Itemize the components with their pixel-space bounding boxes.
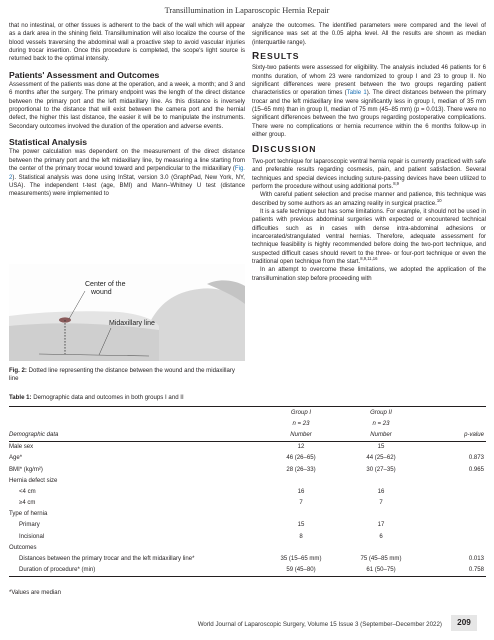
table-header-row	[9, 418, 486, 429]
table-cell: 0.758	[421, 565, 486, 577]
heading-initial: D	[252, 144, 261, 156]
table-cell: 0.013	[468, 556, 484, 563]
table-cell: 7	[379, 500, 383, 507]
table-cell: 15	[377, 444, 385, 451]
table-cell: 28 (26–33)	[286, 466, 316, 473]
data-table	[9, 406, 486, 577]
section-heading-outcomes: Patients' Assessment and Outcomes	[9, 69, 160, 80]
table-cell: 15	[297, 522, 305, 529]
table-cell: Primary	[19, 522, 40, 529]
heading-rest: ISCUSSION	[260, 144, 317, 155]
table-cell: 0.965	[468, 466, 484, 473]
table-cell	[261, 475, 341, 486]
table-link[interactable]: Table 1	[346, 90, 367, 97]
paragraph	[252, 64, 486, 139]
table-cell: 44 (25–62)	[366, 455, 396, 462]
caption-label: Fig. 2:	[9, 367, 27, 374]
text-run: With careful patient selection and precise manner and patience, this technique was described by some authors as an amazing reality in surgical practice.	[252, 192, 486, 207]
heading-rest: ESULTS	[260, 51, 300, 62]
paragraph: In an attempt to overcome these limitations, we adopted the application of the transillumination step before proceeding with	[252, 267, 486, 282]
table-cell	[421, 542, 486, 553]
column-header-number: Number	[261, 429, 341, 441]
table-cell: Type of hernia	[9, 511, 48, 518]
column-header-pvalue: p-value	[421, 429, 486, 441]
column-header-demographics: Demographic data	[9, 429, 261, 441]
table-row	[9, 453, 486, 464]
citation[interactable]: 10	[436, 197, 442, 203]
text-run: Two-port technique for laparoscopic ventral hernia repair is currently practiced with safe and preferable results regarding cosmesis, pain, and patient satisfaction. Several techniques and special devices including suture-passing devices have been utilized to perform the procedure without using additional ports.	[252, 158, 486, 190]
paragraph	[252, 191, 486, 208]
column-header-number: Number	[341, 429, 421, 441]
label-center: Center of the	[85, 281, 126, 288]
table-row	[9, 565, 486, 577]
torso-shadow	[9, 323, 159, 361]
table-cell	[421, 520, 486, 531]
table-cell	[341, 509, 421, 520]
citation[interactable]: 8,9	[393, 180, 400, 186]
table-row	[9, 441, 486, 453]
table-cell	[421, 509, 486, 520]
text-run: It is a safe technique but has some limitations. For example, it should not be used in patients with previous abdominal surgeries with expected or encountered technical difficulties such as in cases with dense intra-abdominal adhesions or incarcerated/strangulated ventral hernias. Therefore, adequate assessment for technique feasibility is highly recommended before doing the two-port technique, and suspected difficult cases should revert to the three- or four-port technique or even the traditional open technique from the start.	[252, 208, 486, 265]
group1-n: n = 23	[292, 420, 310, 427]
table-row	[9, 553, 486, 564]
table-cell: BMI* (kg/m²)	[9, 466, 43, 473]
heading-initial: R	[252, 51, 261, 63]
table-cell: 0.873	[468, 455, 484, 462]
table-cell: 6	[379, 533, 383, 540]
patient-body-illustration	[9, 264, 245, 361]
paragraph: analyze the outcomes. The identified parameters were compared and the level of significance was set at the 0.05 alpha level. All the results are shown as median (interquartile range).	[252, 23, 486, 46]
table-header-row	[9, 429, 486, 441]
table-cell: 16	[297, 488, 305, 495]
table-cell: 59 (45–80)	[261, 565, 341, 577]
table-cell: 12	[297, 444, 305, 451]
table-cell: Outcomes	[9, 544, 37, 551]
paragraph: that no intestinal, or other tissues is adherent to the back of the wall which will appear as a dark area in the shining field. Transillumination will also localize the course of the blood vessels traversing the abdominal wall a proactive step to avoid vascular injuries during trocar insertion. Once this procedure is completed, the scope's light source is returned back to the optimal intensity.	[9, 23, 245, 63]
table-cell	[421, 498, 486, 509]
table-cell: Distances between the primary trocar and the left midaxillary line*	[19, 556, 195, 563]
paragraph: Assessment of the patients was done at the operation, and a week, a month; and 3 and 6 months after the surgery. The primary endpoint was the length of the direct distance between the primary port and the left midaxillary line. As this distance is inversely proportional to the distance that will exist between the camera port and the hernial defect, the higher this last distance, the easier it will be to manipulate the instruments. Secondary outcomes involved the duration of the operation and adverse events.	[9, 82, 245, 130]
paragraph	[252, 208, 486, 266]
table-cell	[261, 509, 341, 520]
group2-n: n = 23	[372, 420, 390, 427]
right-column	[252, 22, 486, 283]
figure-link[interactable]: Fig. 2	[9, 166, 245, 181]
table-row	[9, 498, 486, 509]
journal-footer: World Journal of Laparoscopic Surgery, Volume 15 Issue 3 (September–December 2022)	[197, 621, 442, 628]
table-cell	[421, 407, 486, 419]
table-cell: 8	[299, 533, 303, 540]
group2-header: Group II	[341, 407, 421, 419]
table-cell: ≥4 cm	[19, 500, 36, 507]
table-cell: Hernia defect size	[9, 477, 58, 484]
table-cell	[421, 486, 486, 497]
table-row	[9, 520, 486, 531]
table-cell	[421, 418, 486, 429]
table-row	[9, 464, 486, 475]
figure-caption	[9, 367, 245, 383]
table-header-row	[9, 407, 486, 419]
label-midaxillary: Midaxillary line	[109, 320, 155, 327]
table-cell	[9, 418, 261, 429]
text-run: ). Statistical analysis was done using InStat, version 3.0 (GraphPad, New York, NY, USA). The independent t-test (age, BMI) and Mann–Whitney U test (distance measurements) were implemented to	[9, 174, 245, 198]
section-heading-statistics: Statistical Analysis	[9, 137, 88, 148]
table-cell: 7	[299, 500, 303, 507]
table-row	[9, 542, 486, 553]
caption-text: Dotted line representing the distance between the wound and the midaxillary line	[9, 367, 235, 383]
table-cell	[9, 407, 261, 419]
table-cell: 75 (45–85 mm)	[360, 556, 402, 563]
citation[interactable]: 8,9,11,16	[360, 255, 378, 261]
table-cell: 16	[377, 488, 385, 495]
table-label: Table 1:	[9, 394, 32, 401]
label-wound: wound	[91, 289, 112, 296]
running-head: Transillumination in Laparoscopic Hernia Repair	[164, 6, 330, 15]
table-cell	[421, 441, 486, 453]
table-cell	[421, 475, 486, 486]
table-cell: Male sex	[9, 444, 34, 451]
table-cell: 30 (27–35)	[366, 466, 396, 473]
table-cell	[261, 542, 341, 553]
table-cell: 61 (50–75)	[341, 565, 421, 577]
table-cell: 35 (15–65 mm)	[280, 556, 322, 563]
left-column	[9, 22, 245, 199]
table-row	[9, 486, 486, 497]
table-cell	[341, 542, 421, 553]
figure-2-illustration	[9, 264, 245, 361]
table-cell: <4 cm	[19, 488, 36, 495]
table-cell: Age*	[9, 455, 23, 462]
page-number: 209	[451, 615, 477, 631]
table-footnote: *Values are median	[9, 590, 61, 596]
text-run: Sixty-two patients were assessed for eligibility. The analysis included 46 patients for 6 months duration, of whom 23 were randomized to group I and 23 to group II. No significant differences were present between the two groups regarding patient characteristics or operation times (	[252, 65, 486, 97]
table-title	[9, 394, 184, 401]
group1-header: Group I	[261, 407, 341, 419]
table-row	[9, 475, 486, 486]
table-cell: Incisional	[19, 533, 45, 540]
table-cell: 46 (26–65)	[286, 455, 316, 462]
section-heading-results	[252, 52, 486, 61]
section-heading-discussion	[252, 145, 486, 154]
table-cell	[341, 475, 421, 486]
table-cell	[421, 531, 486, 542]
paragraph	[9, 148, 245, 198]
table-title-text: Demographic data and outcomes in both groups I and II	[31, 394, 184, 401]
head-silhouette	[149, 288, 245, 361]
table-row	[9, 531, 486, 542]
table-row	[9, 509, 486, 520]
table-cell: Duration of procedure* (min)	[9, 565, 261, 577]
text-run: The power calculation was dependent on the measurement of the direct distance between the primary port and the left midaxillary line, by measuring a line starting from the center of the primary trocar wound toward and perpendicular to the midaxillary (	[9, 149, 245, 173]
table-cell: 17	[377, 522, 385, 529]
text-run: ). The direct distances between the primary trocar and the left midaxillary line were significantly less in group I, median of 35 mm (15–65 mm) than in group II, median of 75 mm (45–85 mm) (p = 0.013). There were no significant differences between the two groups regarding postoperative complications. There were no complications or hernia recurrence within the 6 months follow-up in either group.	[252, 90, 487, 139]
paragraph	[252, 158, 486, 191]
